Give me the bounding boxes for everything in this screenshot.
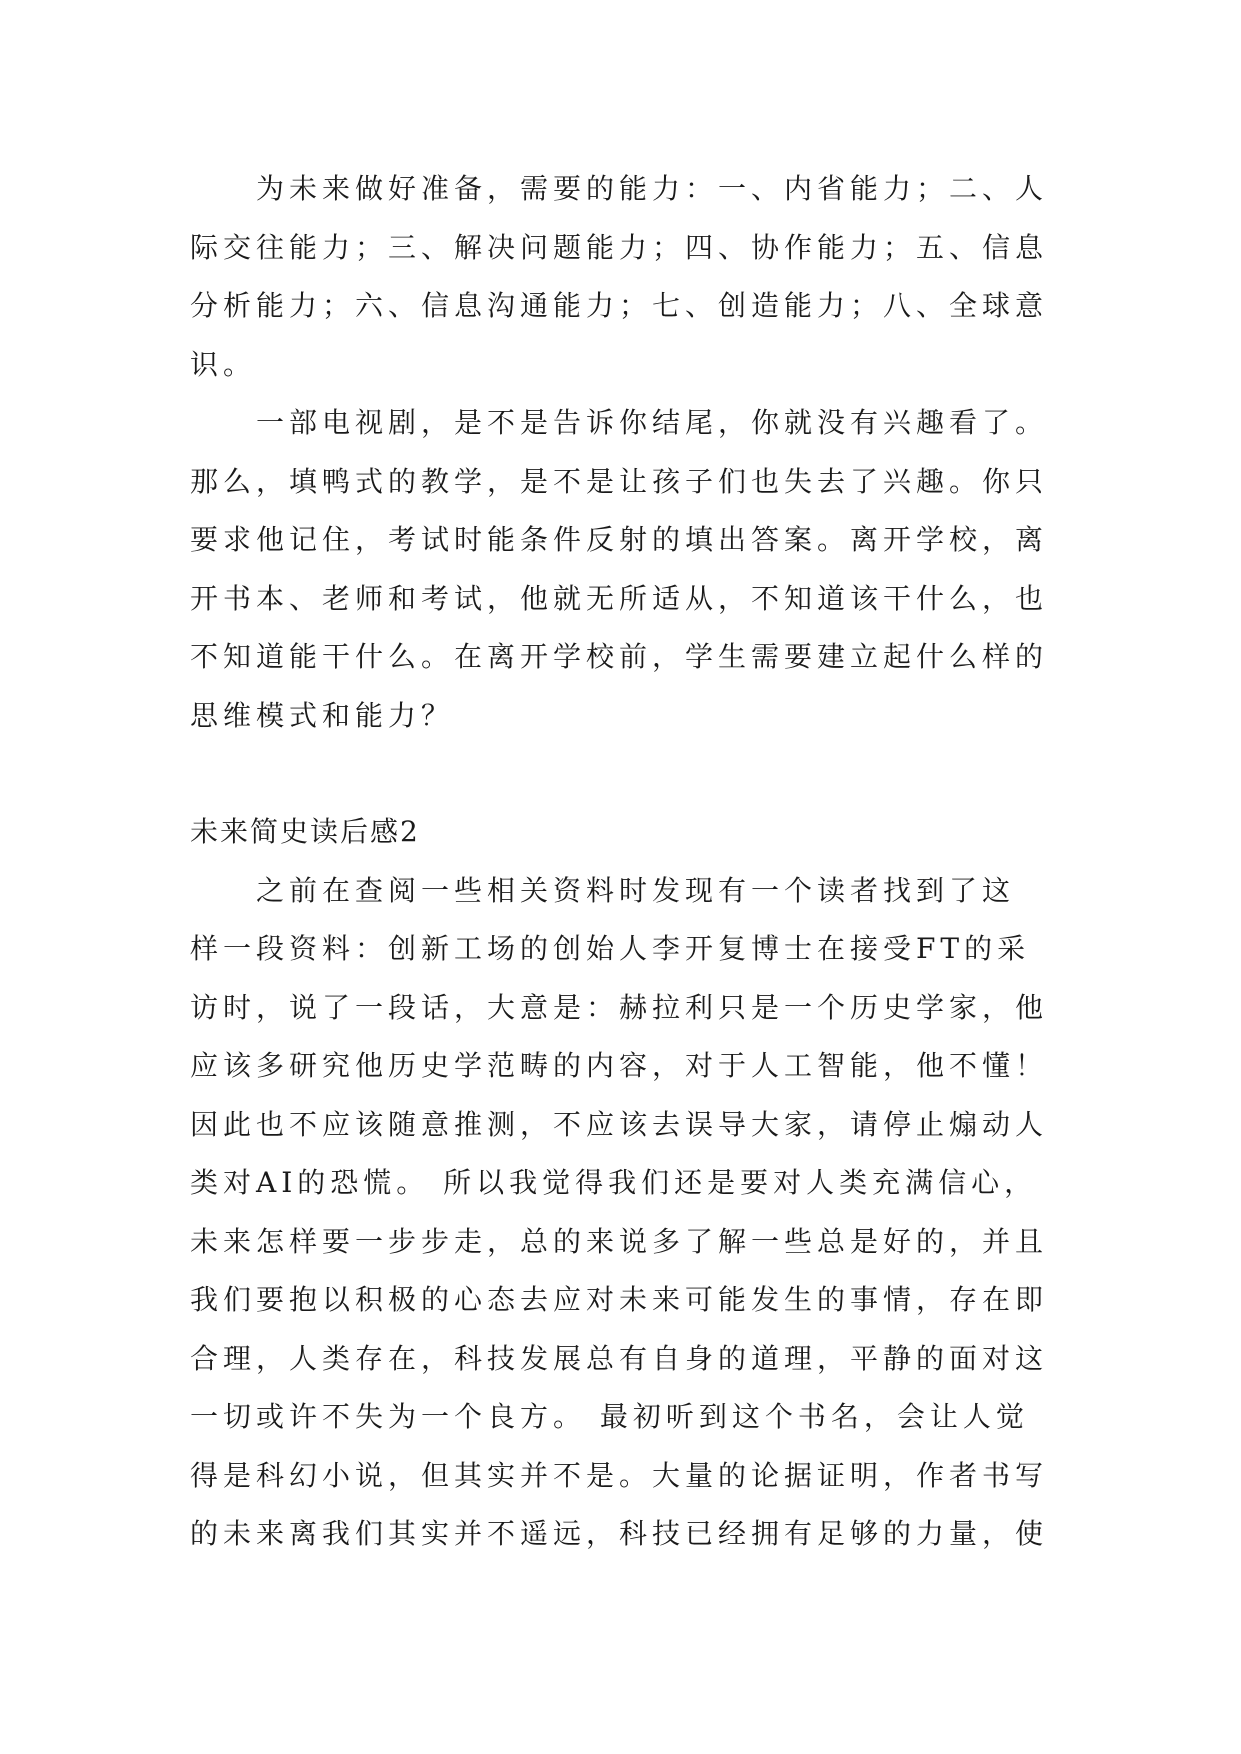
text-line: 思维模式和能力？ — [190, 698, 455, 732]
text-line: 类对AI的恐慌。 所以我觉得我们还是要对人类充满信心， — [190, 1166, 1038, 1199]
text-line: 得是科幻小说，但其实并不是。大量的论据证明，作者书写 — [190, 1458, 1049, 1492]
text-line: 际交往能力；三、解决问题能力；四、协作能力；五、信息 — [190, 230, 1049, 264]
text-line: 为未来做好准备，需要的能力：一、内省能力；二、人 — [256, 172, 1049, 205]
text-line: 样一段资料：创新工场的创始人李开复博士在接受FT的采 — [190, 932, 1031, 965]
text-line: 识。 — [190, 347, 257, 381]
document-body — [190, 160, 1065, 1564]
section-heading: 未来简史读后感2 — [190, 815, 420, 848]
text-line: 因此也不应该随意推测，不应该去误导大家，请停止煽动人 — [190, 1107, 1049, 1141]
text-line: 合理，人类存在，科技发展总有自身的道理，平静的面对这 — [190, 1341, 1049, 1375]
text-line: 一切或许不失为一个良方。 最初听到这个书名，会让人觉 — [190, 1400, 1029, 1433]
text-line: 不知道能干什么。在离开学校前，学生需要建立起什么样的 — [190, 640, 1049, 673]
text-line: 之前在查阅一些相关资料时发现有一个读者找到了这 — [256, 873, 1016, 907]
paragraph-tv-drama — [190, 394, 1065, 745]
text-line: 分析能力；六、信息沟通能力；七、创造能力；八、全球意 — [190, 289, 1049, 322]
text-line: 的未来离我们其实并不遥远，科技已经拥有足够的力量，使 — [190, 1517, 1049, 1550]
text-line: 那么，填鸭式的教学，是不是让孩子们也失去了兴趣。你只 — [190, 464, 1049, 498]
text-line: 未来怎样要一步步走，总的来说多了解一些总是好的，并且 — [190, 1224, 1049, 1258]
text-line: 我们要抱以积极的心态去应对未来可能发生的事情，存在即 — [190, 1283, 1049, 1316]
text-line: 开书本、老师和考试，他就无所适从，不知道该干什么，也 — [190, 581, 1049, 615]
paragraph-abilities — [190, 160, 1065, 394]
text-line: 要求他记住，考试时能条件反射的填出答案。离开学校，离 — [190, 523, 1049, 556]
text-line: 一部电视剧，是不是告诉你结尾，你就没有兴趣看了。 — [256, 406, 1049, 439]
text-line: 应该多研究他历史学范畴的内容，对于人工智能，他不懂！ — [190, 1049, 1049, 1082]
text-line: 访时，说了一段话，大意是：赫拉利只是一个历史学家，他 — [190, 990, 1049, 1024]
paragraph-review — [190, 862, 1065, 1564]
